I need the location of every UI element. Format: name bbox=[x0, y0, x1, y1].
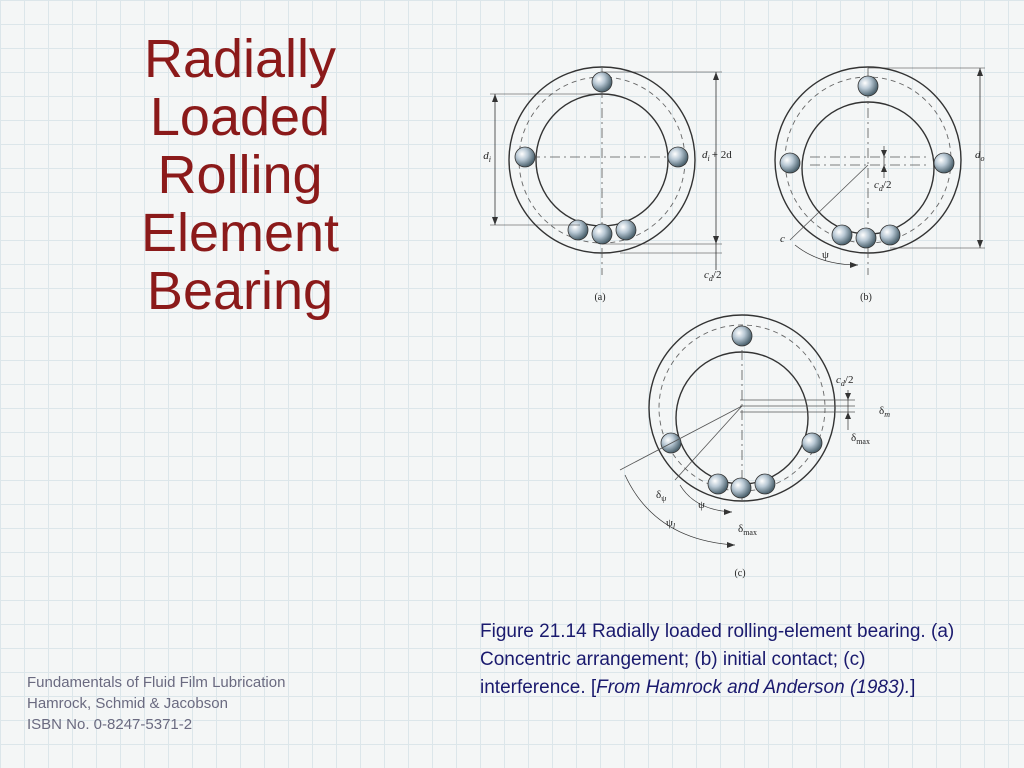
sublabel-c: (c) bbox=[734, 568, 746, 579]
arrow-head bbox=[713, 236, 719, 244]
label-psi-b: ψ bbox=[822, 249, 829, 261]
label-di-plus-2d: $d_i + 2d$ bbox=[702, 149, 732, 163]
title-line: Rolling bbox=[157, 145, 323, 205]
caption-text: Figure 21.14 Radially loaded rolling-element bearing. (a) Concentric arrangement; (b) initial contact; (c) interference. [ bbox=[480, 621, 955, 698]
ball bbox=[858, 76, 878, 96]
arrow-head bbox=[845, 393, 851, 400]
book-credits bbox=[27, 672, 285, 735]
arrow-head bbox=[977, 240, 983, 248]
label-cd2-a: $c_d/2$ bbox=[704, 269, 722, 283]
arrow-head bbox=[977, 68, 983, 76]
ball bbox=[668, 147, 688, 167]
sublabel-a: (a) bbox=[594, 292, 606, 303]
radial-line bbox=[675, 406, 742, 480]
label-delta-max-right: $\delta_{max}$ bbox=[851, 432, 870, 446]
slide-title bbox=[100, 30, 380, 320]
ball bbox=[616, 220, 636, 240]
pitch-circle bbox=[519, 77, 685, 243]
ball bbox=[755, 474, 775, 494]
title-line: Element bbox=[140, 203, 340, 263]
arrow-head bbox=[850, 262, 858, 268]
ball bbox=[568, 220, 588, 240]
arrow-head bbox=[713, 72, 719, 80]
ball bbox=[731, 478, 751, 498]
caption-source: From Hamrock and Anderson (1983). bbox=[596, 677, 911, 698]
label-psi-c: ψ bbox=[698, 499, 705, 511]
arrow-head bbox=[881, 150, 887, 157]
arrow-head bbox=[492, 217, 498, 225]
ball bbox=[832, 225, 852, 245]
bearing-c bbox=[620, 315, 890, 579]
radial-line bbox=[790, 165, 868, 240]
credits-isbn: ISBN No. 0-8247-5371-2 bbox=[27, 716, 193, 733]
label-do: $d_o$ bbox=[975, 149, 985, 163]
arrow-head bbox=[492, 94, 498, 102]
radial-line bbox=[620, 406, 742, 470]
pitch-circle bbox=[659, 325, 825, 491]
arrow-head bbox=[881, 165, 887, 172]
credits-authors: Hamrock, Schmid & Jacobson bbox=[27, 695, 228, 712]
title-line: Loaded bbox=[149, 87, 331, 147]
ball bbox=[515, 147, 535, 167]
label-delta-m: $\delta_m$ bbox=[879, 405, 890, 419]
label-cd2-b: $c_d/2$ bbox=[874, 179, 892, 193]
bearing-b bbox=[775, 67, 985, 303]
ball bbox=[780, 153, 800, 173]
bearing-a bbox=[483, 67, 732, 303]
ball bbox=[802, 433, 822, 453]
bearing-figure bbox=[470, 60, 990, 590]
title-line: Radially bbox=[143, 29, 337, 89]
title-line: Bearing bbox=[146, 261, 334, 321]
ball bbox=[592, 224, 612, 244]
ball bbox=[708, 474, 728, 494]
label-psi-l: $\psi_l$ bbox=[666, 517, 676, 531]
sublabel-b: (b) bbox=[860, 292, 872, 303]
credits-book-title: Fundamentals of Fluid Film Lubrication bbox=[27, 674, 286, 691]
label-delta-max-bottom: $\delta_{max}$ bbox=[738, 523, 757, 537]
label-di: $d_i$ bbox=[483, 150, 491, 164]
ball bbox=[880, 225, 900, 245]
ball bbox=[934, 153, 954, 173]
caption-suffix: ] bbox=[910, 677, 916, 698]
ball bbox=[732, 326, 752, 346]
ball bbox=[592, 72, 612, 92]
label-delta-psi: $\delta_\psi$ bbox=[656, 489, 667, 503]
arrow-head bbox=[724, 509, 732, 515]
ball bbox=[856, 228, 876, 248]
arrow-head bbox=[845, 412, 851, 419]
arrow-head bbox=[727, 542, 735, 548]
label-c: c bbox=[780, 233, 785, 245]
figure-caption bbox=[480, 618, 970, 702]
label-cd2-c: $c_d/2$ bbox=[836, 374, 854, 388]
